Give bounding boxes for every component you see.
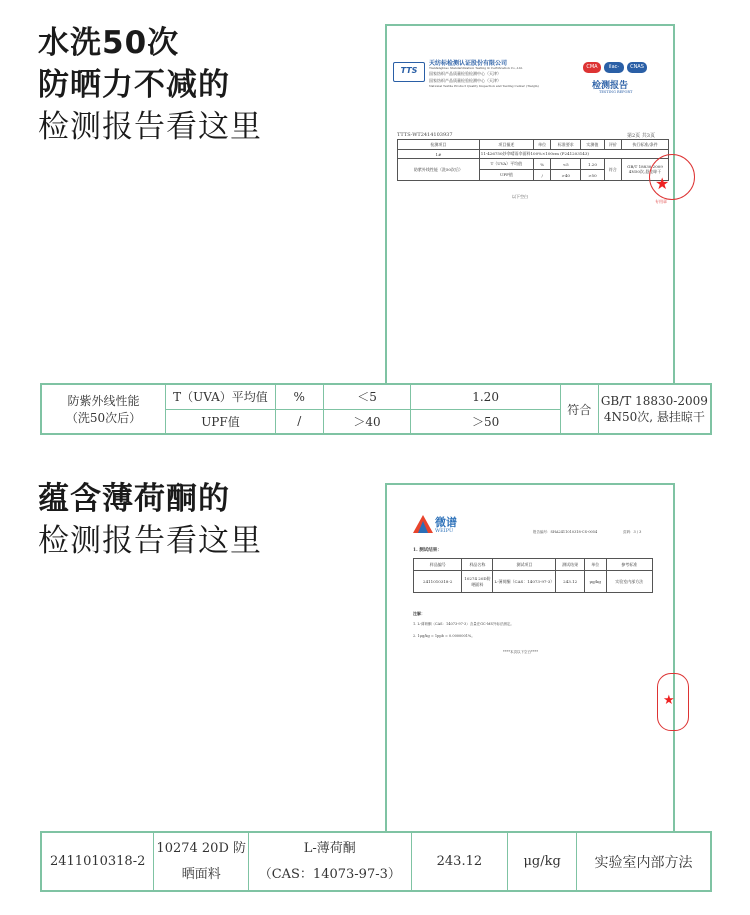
sample-name-cell — [154, 832, 249, 891]
table-standard-cell — [598, 384, 711, 434]
cma-badge: CMA — [583, 62, 601, 73]
report-note: 1. L-薄荷酮（CAS：14073-97-3）含量在GC-MS外标法测定。 — [413, 622, 514, 626]
report-end-note: 以下空白 — [512, 194, 528, 199]
test-report-image-2 — [385, 483, 675, 833]
report-center-name-alt: 国家纺织产品质量检验检测中心（天津） — [429, 78, 501, 83]
headline-line: 检测报告看这里 — [38, 109, 262, 145]
report-notes-title: 注解： — [413, 611, 425, 616]
cnas-badge: CNAS — [627, 62, 647, 73]
mini-cell: 1# — [398, 150, 480, 159]
mini-cell: / — [534, 170, 551, 181]
mini-cell: T（UVA）平均值 — [479, 159, 533, 170]
mini-cell: 2411010318-2 — [414, 571, 462, 593]
report-number: TTTS-WT2414103937 — [397, 132, 453, 138]
report-note: 2. 1μg/kg = 1ppb = 0.0000001%。 — [413, 634, 475, 638]
headline-line: 检测报告看这里 — [38, 523, 262, 559]
standard-line: 4N50次, 悬挂晾干 — [603, 409, 705, 424]
table-cell: UPF值 — [166, 409, 276, 434]
method-cell: 实验室内部方法 — [577, 832, 711, 891]
weipu-logo-icon — [413, 515, 433, 533]
mini-cell: <5 — [551, 159, 581, 170]
report-mini-table — [397, 139, 669, 181]
mini-header-cell: 参考标准 — [606, 559, 652, 571]
mini-cell: >40 — [551, 170, 581, 181]
mini-cell: % — [534, 159, 551, 170]
sample-name-line: 10274 20D 防 — [156, 840, 247, 856]
seal-star-icon: ★ — [663, 693, 675, 708]
test-item-cell — [249, 832, 411, 891]
headline-line: 蕴含薄荷酮的 — [38, 481, 230, 517]
report-number: 报告编号：SHA2411010318-CS-0054 — [533, 530, 598, 534]
report-end-note: ****本页以下空白**** — [503, 650, 538, 654]
result-cell: 243.12 — [411, 832, 508, 891]
mini-cell: 10274 20D防晒面料 — [462, 571, 493, 593]
headline-menthone — [38, 478, 262, 562]
headline-line: 水洗50次 — [38, 25, 180, 61]
ilac-badge: ilac-MRA — [604, 62, 624, 73]
seal-text: 专用章 — [655, 199, 667, 204]
mini-header-cell: 评价 — [604, 140, 621, 150]
mini-cell: L-薄荷酮（CAS：14073-97-3） — [493, 571, 556, 593]
report-title-en: TESTING REPORT — [599, 90, 633, 94]
item-line: （洗50次后） — [65, 411, 142, 425]
mini-header-cell: 单位 — [584, 559, 606, 571]
table-item-cell — [41, 384, 166, 434]
table-cell: / — [275, 409, 323, 434]
sample-name-line: 晒面料 — [181, 866, 221, 882]
mini-cell: GB/T 18830-2009 4N50次,悬挂晾干 — [622, 159, 669, 181]
mini-cell: 11-426750炒伞晴雨伞面料100%×100cm (P241203143) — [479, 150, 668, 159]
menthone-result-table — [40, 831, 712, 892]
mini-header-cell: 测试项目 — [493, 559, 556, 571]
weipu-logo-cn: 微谱 — [435, 516, 457, 529]
tts-logo-icon: TTS — [393, 62, 425, 82]
mini-cell: 实验室内部方法 — [606, 571, 652, 593]
mini-cell: 防紫外线性能（洗50次后） — [398, 159, 480, 181]
test-item-line: （CAS：14073-97-3） — [258, 866, 401, 882]
table-cell: ＞40 — [323, 409, 411, 434]
mini-header-cell: 标准要求 — [551, 140, 581, 150]
sample-id-cell: 2411010318-2 — [41, 832, 154, 891]
report-title: 检测报告 — [592, 81, 629, 91]
weipu-logo-en: WEIPU — [435, 528, 454, 534]
test-report-image-1 — [385, 24, 675, 384]
table-cell: ＞50 — [411, 409, 560, 434]
mini-header-cell: 实测值 — [581, 140, 605, 150]
report-center-name-en: National Textile Product Quality Inspection and Testing Center (Tianjin) — [429, 84, 539, 88]
uv-protection-table — [40, 383, 712, 435]
report-org-name: 天纺标检测认证股份有限公司 — [429, 60, 508, 67]
seal-star-icon: ★ — [655, 174, 670, 193]
report-org-name-en: Tianfangbiao Standardization Testing & Certification Co.,Ltd. — [429, 66, 523, 70]
mini-header-cell: 执行标准/条件 — [622, 140, 669, 150]
item-line: 防紫外线性能 — [67, 394, 140, 408]
mini-cell: 1.20 — [581, 159, 605, 170]
mini-cell: UPF值 — [479, 170, 533, 181]
headline-wash-50 — [38, 22, 262, 148]
mini-header-cell: 检测项目 — [398, 140, 480, 150]
table-cell: T（UVA）平均值 — [166, 384, 276, 409]
table-cell: ＜5 — [323, 384, 411, 409]
table-cell: % — [275, 384, 323, 409]
standard-line: GB/T 18830-2009 — [600, 393, 708, 408]
headline-line: 防晒力不减的 — [38, 67, 230, 103]
table-eval-cell: 符合 — [560, 384, 598, 434]
report-mini-table — [413, 558, 653, 593]
mini-cell: 符合 — [604, 159, 621, 181]
report-section-title: 1. 测试结果： — [413, 548, 442, 553]
mini-cell: 243.12 — [556, 571, 584, 593]
mini-header-cell: 项目描述 — [479, 140, 533, 150]
report-page: 第2页 共3页 — [627, 133, 655, 139]
mini-cell: >50 — [581, 170, 605, 181]
mini-header-cell: 样品编号 — [414, 559, 462, 571]
report-page: 页码：3 / 3 — [623, 530, 642, 534]
mini-header-cell: 单位 — [534, 140, 551, 150]
test-item-line: L-薄荷酮 — [303, 840, 356, 856]
report-center-name: 国家纺织产品质量检验检测中心（天津） — [429, 71, 501, 76]
mini-header-cell: 测试结果 — [556, 559, 584, 571]
mini-cell: μg/kg — [584, 571, 606, 593]
unit-cell: μg/kg — [508, 832, 577, 891]
mini-header-cell: 样品名称 — [462, 559, 493, 571]
table-cell: 1.20 — [411, 384, 560, 409]
